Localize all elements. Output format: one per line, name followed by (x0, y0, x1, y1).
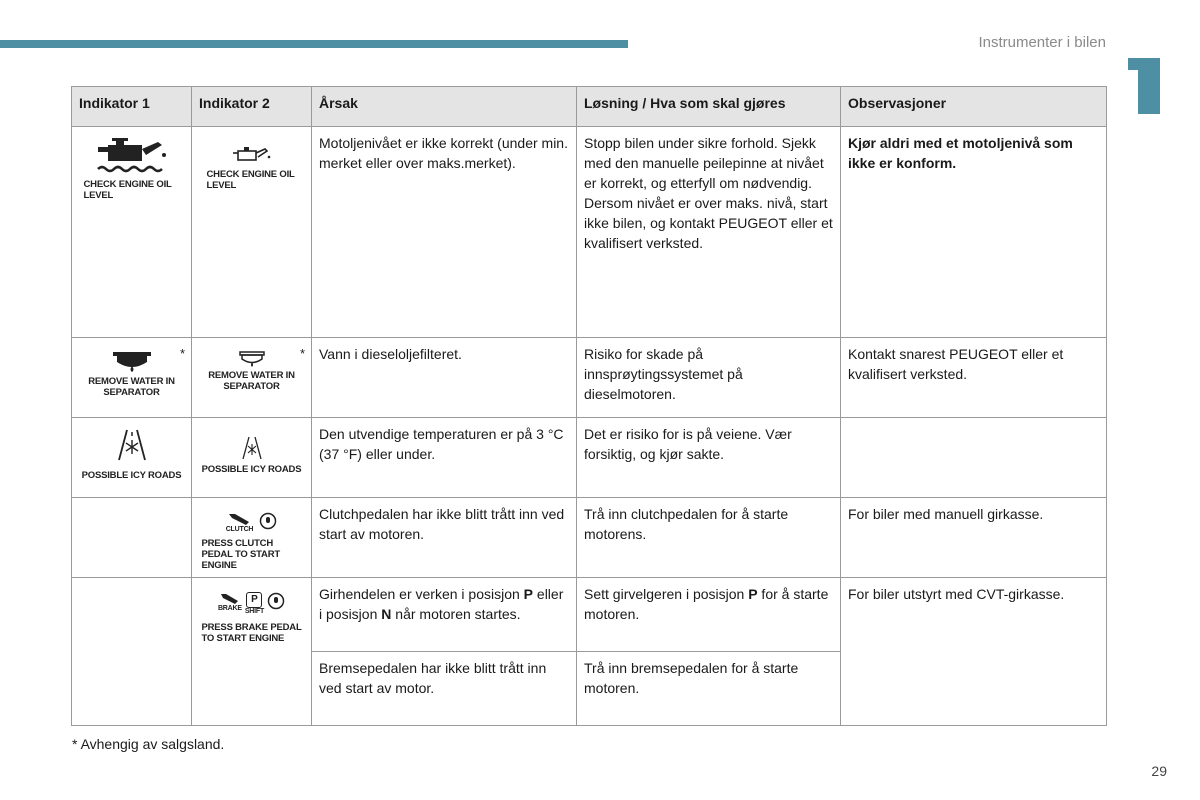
indicator-2-cell (192, 498, 312, 578)
observation-cell: Kontakt snarest PEUGEOT eller et kvalifisert verksted. (841, 338, 1107, 418)
start-button-icon (267, 592, 285, 610)
column-header: Indikator 1 (72, 87, 192, 127)
footnote: * Avhengig av salgsland. (72, 736, 225, 752)
column-header: Løsning / Hva som skal gjøres (577, 87, 841, 127)
indicator-caption: REMOVE WATER IN SEPARATOR (88, 376, 175, 398)
indicator-2-cell (192, 338, 312, 418)
solution-cell: Trå inn bremsepedalen for å starte motoren. (577, 652, 841, 726)
table-row (72, 498, 1107, 578)
cause-text: når motoren startes. (391, 606, 521, 622)
observation-cell: For biler med manuell girkasse. (841, 498, 1107, 578)
footnote-marker: * (179, 346, 185, 361)
table-row (72, 578, 1107, 652)
indicator-2-cell (192, 127, 312, 338)
gear-position-p: P (523, 586, 534, 602)
solution-cell: Det er risiko for is på veiene. Vær forsiktig, og kjør sakte. (577, 418, 841, 498)
observation-cell (841, 418, 1107, 498)
indicator-1-cell (72, 498, 192, 578)
indicator-caption: CHECK ENGINE OIL LEVEL (206, 169, 295, 191)
table-header-row (72, 87, 1107, 127)
solution-text: Sett girvelgeren i posisjon (584, 586, 749, 602)
column-header: Observasjoner (841, 87, 1107, 127)
table-row (72, 127, 1107, 338)
indicator-caption: PRESS BRAKE PEDAL TO START ENGINE (201, 622, 302, 644)
table-row (72, 338, 1107, 418)
cause-text: Girhendelen er verken i posisjon (319, 586, 524, 602)
indicator-table (71, 86, 1107, 726)
indicator-caption: POSSIBLE ICY ROADS (201, 464, 302, 475)
observation-cell: For biler utstyrt med CVT-girkasse. (841, 578, 1107, 726)
cause-text: eller i posisjon (319, 586, 564, 622)
oil-can-level-icon (92, 137, 172, 177)
indicator-1-cell (72, 578, 192, 726)
park-indicator: P (246, 592, 262, 608)
indicator-caption: CHECK ENGINE OIL LEVEL (83, 179, 172, 201)
icy-road-icon (242, 436, 262, 460)
solution-text: for å starte motoren. (584, 586, 829, 622)
cause-cell (312, 578, 577, 652)
start-button-icon (259, 512, 277, 530)
oil-can-icon (232, 145, 272, 167)
cause-cell: Den utvendige temperaturen er på 3 °C (37 °F) eller under. (312, 418, 577, 498)
indicator-caption: PRESS CLUTCH PEDAL TO START ENGINE (201, 538, 280, 571)
gear-position-n: N (381, 606, 392, 622)
indicator-1-cell (72, 127, 192, 338)
indicator-2-cell (192, 578, 312, 726)
solution-cell: Stopp bilen under sikre forhold. Sjekk med den manuelle peilepinne at nivået er korrekt, og etterfyll om nødvendig. Dersom nivået er over maks. nivå, start ikke bilen, og kontakt PEUGEOT eller et kvalifisert verksted. (577, 127, 841, 338)
water-separator-icon (109, 348, 155, 376)
icy-road-icon (117, 428, 147, 462)
water-separator-icon (237, 348, 267, 370)
page-number: 29 (1151, 763, 1167, 779)
chapter-marker (1138, 58, 1160, 114)
indicator-1-cell (72, 338, 192, 418)
section-title: Instrumenter i bilen (978, 34, 1106, 51)
clutch-label: CLUTCH (225, 526, 254, 533)
brake-pedal-icon (220, 592, 240, 605)
cause-cell: Clutchpedalen har ikke blitt trått inn ved start av motoren. (312, 498, 577, 578)
header-accent-bar (0, 40, 628, 48)
indicator-caption: POSSIBLE ICY ROADS (81, 470, 182, 481)
footnote-marker: * (299, 346, 305, 361)
column-header: Indikator 2 (192, 87, 312, 127)
cause-cell: Motoljenivået er ikke korrekt (under min. merket eller over maks.merket). (312, 127, 577, 338)
shift-label: SHIFT (244, 608, 265, 615)
indicator-caption: REMOVE WATER IN SEPARATOR (208, 370, 295, 392)
indicator-1-cell (72, 418, 192, 498)
clutch-pedal-icon (227, 512, 251, 526)
table-row (72, 418, 1107, 498)
cause-cell: Bremsepedalen har ikke blitt trått inn ved start av motor. (312, 652, 577, 726)
column-header: Årsak (312, 87, 577, 127)
indicator-2-cell (192, 418, 312, 498)
solution-cell (577, 578, 841, 652)
solution-cell: Risiko for skade på innsprøytingssystemet på dieselmotoren. (577, 338, 841, 418)
solution-cell: Trå inn clutchpedalen for å starte motorens. (577, 498, 841, 578)
cause-cell: Vann i dieseloljefilteret. (312, 338, 577, 418)
gear-position-p: P (748, 586, 758, 602)
brake-label: BRAKE (217, 605, 242, 612)
observation-cell: Kjør aldri med et motoljenivå som ikke er konform. (841, 127, 1107, 338)
